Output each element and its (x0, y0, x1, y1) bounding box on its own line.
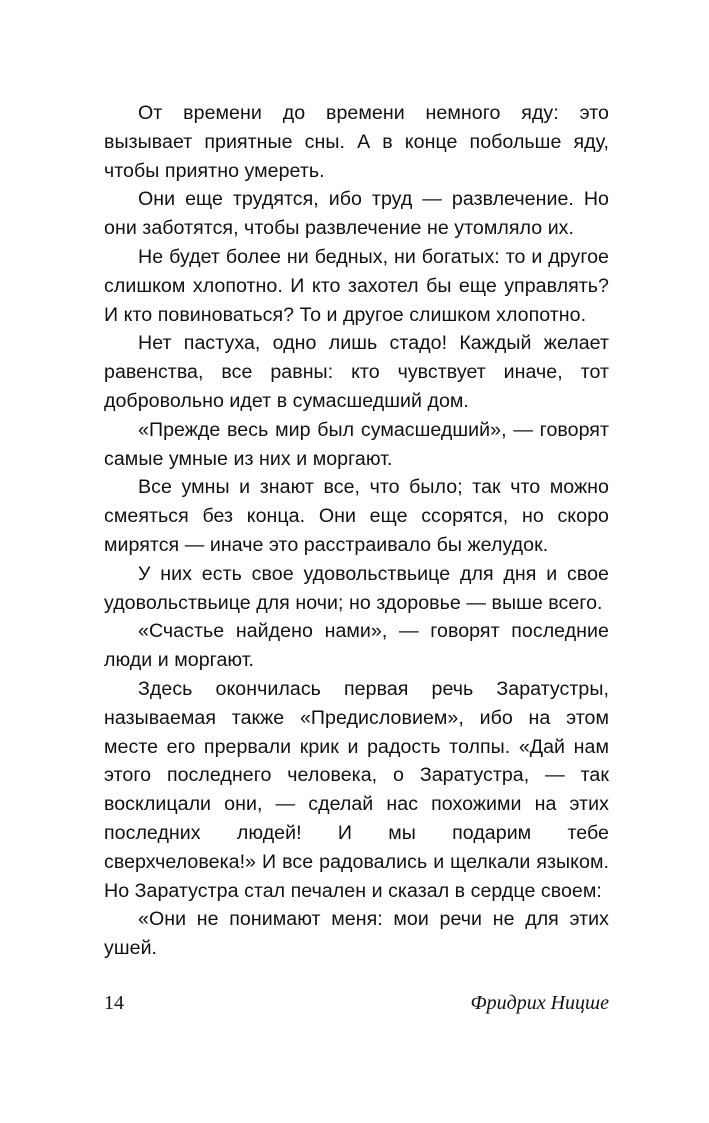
paragraph: «Прежде весь мир был сумасшедший», — говорят самые умные из них и моргают. (104, 418, 609, 470)
paragraph: От времени до времени немного яду: это вызывает приятные сны. А в конце побольше яду, чтобы приятно умереть. (104, 102, 609, 182)
paragraph: Не будет более ни бедных, ни богатых: то и другое слишком хлопотно. И кто захотел бы еще управлять? И кто повиноваться? То и другое слишком хлопотно. (104, 245, 609, 326)
paragraph: Нет пастуха, одно лишь стадо! Каждый желает равенства, все равны: кто чувствует иначе, тот добровольно идет в сумасшедший дом. (104, 332, 609, 412)
paragraph: Они еще трудятся, ибо труд — развлечение. Но они заботятся, чтобы развлечение не утомляло их. (104, 188, 609, 240)
paragraph: Все умны и знают все, что было; так что можно смеяться без конца. Они еще ссорятся, но скоро мирятся — иначе это расстраивало бы желудок. (104, 476, 609, 556)
paragraph: У них есть свое удовольствьице для дня и свое удовольствьице для ночи; но здоровье — выше всего. (104, 562, 609, 614)
paragraph: Здесь окончилась первая речь Заратустры, называемая также «Предисловием», ибо на этом месте его прервали крик и радость толпы. «Дай нам этого последнего человека, о Заратустра, — так восклицали они, — сделай нас похожими на этих последних людей! И мы подарим тебе сверхчеловека!» И все радовались и щелкали языком. Но Заратустра стал печален и сказал в сердце своем: (104, 677, 609, 902)
page-number: 14 (104, 992, 124, 1014)
paragraph: «Счастье найдено нами», — говорят последние люди и моргают. (104, 620, 609, 672)
body-text (104, 99, 609, 963)
running-footer-author: Фридрих Ницше (470, 992, 609, 1014)
paragraph: «Они не понимают меня: мои речи не для этих ушей. (104, 908, 609, 960)
